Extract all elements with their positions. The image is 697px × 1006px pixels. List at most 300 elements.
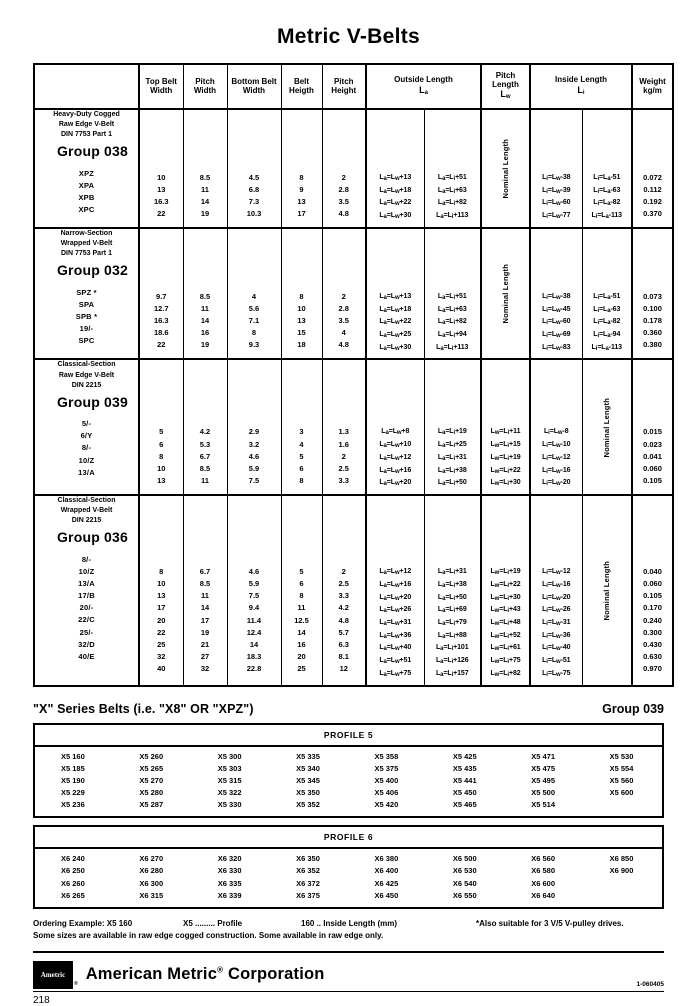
belt-code: 20/- — [79, 603, 94, 613]
formula-cell: Li=Lw-26 — [542, 606, 571, 615]
value-cell: 5.6 — [248, 304, 260, 314]
value-cell: 32 — [200, 664, 210, 674]
value-cell: 5 — [299, 451, 304, 461]
belt-code: 13/A — [78, 467, 95, 477]
group-descriptor-line: Narrow-Section — [60, 229, 113, 237]
value-cell: 6.8 — [248, 185, 260, 195]
belt-code: XPB — [78, 193, 95, 202]
profile-column — [349, 751, 427, 812]
belt-heigth-cell — [281, 109, 322, 228]
nominal-length-label: Nominal Length — [500, 263, 510, 324]
formula-cell: La=Lw+25 — [379, 331, 412, 340]
belt-code: 32/D — [78, 639, 95, 649]
formula-cell: Li=Lw-20 — [542, 479, 571, 488]
value-stack — [228, 291, 281, 356]
header-pitch-height: Pitch Height — [322, 64, 366, 109]
outside-length-a-cell — [366, 228, 424, 360]
profile-column — [505, 853, 583, 902]
value-cell: 8 — [159, 451, 164, 461]
pitch-width-cell — [183, 495, 227, 685]
value-stack — [323, 566, 366, 679]
pitch-width-cell — [183, 109, 227, 228]
value-cell: 12 — [339, 664, 348, 674]
value-cell: 5 — [159, 427, 164, 437]
group-descriptor-line: Wrapped V-Belt — [60, 507, 113, 515]
value-cell: 0.360 — [643, 328, 662, 338]
weight-cell — [632, 109, 673, 228]
formula-cell: La=Lw+10 — [379, 441, 412, 450]
formula-cell: Li=Lw-69 — [542, 331, 571, 340]
belt-size-item: X6 265 — [61, 890, 85, 900]
formula-cell: La=Li+51 — [437, 174, 467, 182]
belt-size-item: X5 450 — [452, 787, 477, 797]
belt-size-item: X5 500 — [531, 787, 556, 797]
value-cell: 21 — [200, 639, 210, 649]
formula-cell: La=Li+38 — [437, 580, 467, 589]
value-cell: 13 — [157, 591, 166, 601]
belt-size-item: X6 425 — [374, 878, 399, 888]
value-stack — [282, 172, 322, 225]
value-cell: 11 — [201, 591, 209, 601]
belt-size-item: X5 236 — [61, 800, 85, 810]
formula-cell: Li=La-51 — [593, 174, 621, 182]
bottom-belt-width-cell — [227, 359, 281, 495]
belt-size-item: X6 260 — [61, 878, 85, 888]
formula-cell: Li=La-63 — [593, 186, 621, 195]
belt-heigth-cell — [281, 359, 322, 495]
belt-code: 6/Y — [80, 431, 93, 441]
belt-size-item: X5 406 — [374, 787, 399, 797]
pitch-length-cell — [481, 495, 530, 685]
profile-column — [113, 751, 191, 812]
value-cell: 6 — [299, 579, 304, 589]
value-cell: 2.5 — [338, 463, 349, 473]
formula-cell: La=Lw+22 — [379, 318, 412, 327]
value-cell: 1.3 — [338, 427, 349, 437]
value-cell: 8 — [299, 291, 304, 301]
formula-stack — [531, 172, 582, 227]
value-cell: 0.630 — [643, 652, 662, 662]
value-cell: 0.015 — [643, 427, 662, 437]
belt-code: 8/- — [81, 443, 92, 453]
formula-cell: La=Li+50 — [437, 593, 467, 602]
belt-size-item: X5 322 — [217, 787, 242, 797]
belt-size-item: X6 250 — [61, 866, 85, 876]
nominal-length-vertical — [583, 398, 632, 457]
formula-stack — [425, 291, 481, 359]
formula-cell: Lw=Li+22 — [490, 580, 521, 589]
belt-size-item: X5 420 — [374, 800, 399, 810]
value-cell: 16.3 — [153, 197, 169, 207]
belt-size-item: X6 350 — [296, 854, 320, 864]
nominal-length-vertical — [482, 264, 529, 323]
value-cell: 8.5 — [199, 173, 211, 182]
formula-cell: Li=La-113 — [591, 343, 622, 352]
formula-stack — [583, 172, 632, 227]
formula-cell: La=Lw+13 — [379, 292, 412, 301]
value-cell: 8 — [251, 328, 257, 338]
profile-column — [427, 853, 505, 902]
formula-cell: Li=Lw-39 — [542, 186, 571, 195]
belt-size-item: X6 335 — [217, 878, 242, 888]
value-cell: 2.5 — [338, 579, 349, 589]
formula-cell: La=Lw+8 — [381, 428, 410, 437]
formula-cell: Lw=Li+52 — [490, 631, 521, 640]
formula-stack — [583, 291, 632, 359]
belt-size-item: X5 358 — [374, 751, 399, 761]
belt-size-item: X6 900 — [609, 866, 634, 876]
belt-size-item: X6 315 — [139, 890, 164, 900]
profile-grid — [35, 747, 662, 817]
belt-size-item: X5 260 — [139, 751, 164, 761]
top-belt-width-cell — [139, 359, 183, 495]
value-stack — [323, 172, 366, 225]
footer-notes — [33, 918, 664, 942]
value-cell: 6.7 — [199, 567, 211, 577]
profile-tables — [0, 723, 697, 909]
formula-cell: Lw=Li+61 — [490, 644, 521, 653]
table-row — [34, 359, 673, 495]
formula-stack — [367, 426, 424, 494]
header-pitch-length-subscript: w — [505, 94, 511, 101]
outside-length-a-cell — [366, 359, 424, 495]
company-name — [78, 965, 325, 984]
belt-heigth-cell — [281, 228, 322, 360]
formula-cell: Li=Lw-83 — [542, 343, 571, 352]
belt-code: 5/- — [81, 419, 92, 429]
value-cell: 10.3 — [246, 209, 262, 219]
belt-size-item: X6 640 — [531, 890, 556, 900]
formula-cell: Li=La-113 — [591, 212, 622, 221]
formula-cell: Lw=Li+30 — [490, 593, 521, 602]
formula-cell: Lw=Li+11 — [490, 428, 521, 437]
value-cell: 0.105 — [643, 476, 662, 486]
profile-column — [505, 751, 583, 812]
value-cell: 4.5 — [248, 173, 260, 182]
formula-cell: La=Lw+12 — [379, 453, 412, 462]
value-cell: 6.3 — [338, 639, 349, 649]
value-cell: 19 — [200, 340, 210, 350]
value-cell: 17 — [200, 615, 210, 625]
belt-size-item: X5 340 — [296, 763, 320, 773]
formula-cell: La=Lw+26 — [379, 606, 412, 615]
profile-column — [270, 853, 348, 902]
value-cell: 4.6 — [248, 567, 260, 577]
header-pitch-length-symbol: L — [500, 89, 506, 100]
value-stack — [184, 291, 227, 356]
belt-code: 10/Z — [78, 566, 95, 576]
belt-code: XPZ — [78, 168, 95, 178]
profile-column — [192, 853, 270, 902]
value-cell: 18.3 — [246, 652, 262, 662]
belt-size-item: X5 441 — [452, 775, 477, 785]
formula-cell: Lw=Li+75 — [490, 657, 521, 666]
value-cell: 4 — [251, 291, 257, 301]
belt-heigth-cell — [281, 495, 322, 685]
value-stack — [184, 172, 227, 225]
profile-column — [270, 751, 348, 812]
value-cell: 4.2 — [338, 603, 349, 613]
formula-cell: La=Li+79 — [437, 618, 467, 627]
nominal-length-vertical — [583, 561, 632, 620]
weight-cell — [632, 495, 673, 685]
value-cell: 10 — [157, 579, 166, 589]
value-cell: 3.5 — [338, 316, 349, 326]
formula-cell: Lw=Li+15 — [490, 441, 521, 450]
value-cell: 14 — [249, 639, 259, 649]
value-cell: 0.072 — [643, 173, 662, 182]
formula-stack — [531, 566, 582, 684]
company-registered-icon: ® — [217, 965, 224, 975]
belt-size-item: X6 530 — [452, 866, 477, 876]
formula-cell: La=Lw+40 — [379, 644, 412, 653]
belt-code: SPB * — [75, 311, 98, 321]
formula-cell: Li=Lw-16 — [542, 466, 571, 475]
belt-size-item: X5 465 — [452, 800, 477, 810]
company-name-tail: Corporation — [223, 965, 325, 984]
outside-length-a-cell — [366, 109, 424, 228]
bottom-belt-width-cell — [227, 109, 281, 228]
value-stack — [228, 172, 281, 225]
group-descriptor-line: Raw Edge V-Belt — [58, 371, 115, 379]
belt-size-item: X5 190 — [61, 775, 85, 785]
belt-size-item: X6 550 — [452, 890, 477, 900]
belt-code: SPA — [78, 299, 95, 309]
value-cell: 0.041 — [643, 451, 662, 461]
belt-size-item: X5 554 — [609, 763, 634, 773]
formula-cell: Li=Lw-16 — [542, 580, 571, 589]
formula-cell: La=Lw+75 — [379, 669, 412, 678]
group-descriptor-line: DIN 7753 Part 1 — [61, 250, 112, 258]
nominal-length-label: Nominal Length — [602, 397, 612, 457]
profile-column — [584, 751, 662, 812]
value-cell: 8 — [299, 476, 304, 486]
value-stack — [633, 291, 672, 356]
group-descriptor-line: Heavy-Duty Cogged — [53, 111, 120, 118]
profile-title: PROFILE 5 — [35, 725, 662, 747]
value-cell: 3.5 — [338, 197, 349, 207]
belt-code-list — [35, 418, 138, 479]
inside-length-b-cell — [582, 495, 632, 685]
inside-length-a-cell — [530, 495, 582, 685]
inside-length-b-cell — [582, 228, 632, 360]
belt-size-item: X6 380 — [374, 854, 399, 864]
metric-v-belts-table — [33, 63, 674, 687]
value-cell: 0.240 — [643, 615, 662, 625]
value-cell: 3.3 — [338, 591, 349, 601]
formula-cell: La=Lw+22 — [379, 199, 412, 208]
outside-length-a-cell — [366, 495, 424, 685]
value-cell: 9.3 — [248, 340, 260, 350]
table-row — [34, 228, 673, 360]
value-cell: 2 — [341, 173, 346, 182]
value-cell: 5.7 — [338, 627, 349, 637]
value-cell: 22 — [157, 340, 166, 350]
formula-cell: Lw=Li+19 — [490, 568, 521, 577]
formula-cell: Lw=Li+48 — [490, 618, 521, 627]
value-stack — [228, 426, 281, 491]
value-cell: 8 — [299, 591, 304, 601]
group-name: Group 039 — [56, 393, 129, 410]
belt-size-item: X6 240 — [61, 854, 85, 864]
formula-cell: La=Li+31 — [437, 568, 467, 577]
value-cell: 3.2 — [248, 439, 260, 449]
belt-size-item: X5 303 — [217, 763, 242, 773]
value-cell: 5.3 — [199, 439, 211, 449]
formula-cell: La=Li+113 — [436, 212, 469, 221]
outside-length-b-cell — [424, 228, 481, 360]
belt-size-item: X6 320 — [217, 854, 242, 864]
belt-size-item: X6 339 — [217, 890, 242, 900]
profile-column — [113, 853, 191, 902]
formula-cell: La=Lw+51 — [379, 657, 412, 666]
outside-length-b-cell — [424, 495, 481, 685]
belt-code-list — [35, 287, 138, 348]
header-inside-length — [530, 64, 632, 109]
profile-column — [584, 853, 662, 902]
formula-cell: La=Lw+16 — [379, 580, 412, 589]
value-stack — [282, 566, 322, 679]
group-name: Group 036 — [56, 529, 129, 546]
formula-stack — [367, 172, 424, 227]
belt-size-item: X6 560 — [531, 854, 556, 864]
formula-cell: La=Lw+20 — [379, 479, 412, 488]
value-cell: 14 — [297, 627, 306, 637]
value-cell: 13 — [157, 476, 166, 486]
belt-code: 19/- — [79, 324, 94, 334]
bottom-belt-width-cell — [227, 228, 281, 360]
belt-code: XPC — [78, 205, 95, 215]
formula-cell: La=Li+63 — [437, 305, 467, 314]
formula-cell: La=Li+38 — [437, 466, 467, 475]
formula-stack — [482, 426, 529, 494]
value-cell: 7.5 — [248, 591, 260, 601]
belt-code: 22/C — [78, 615, 95, 625]
weight-cell — [632, 359, 673, 495]
belt-size-item: X6 270 — [139, 854, 164, 864]
pitch-height-cell — [322, 109, 366, 228]
header-pitch-length-text: Pitch Length — [492, 70, 519, 89]
belt-code: 13/A — [78, 579, 95, 589]
value-cell: 12.7 — [153, 304, 169, 314]
outside-length-b-cell — [424, 109, 481, 228]
company-name-main: American Metric — [85, 965, 218, 984]
asterisk-note: *Also suitable for 3 V/5 V-pulley drives. — [476, 918, 624, 928]
value-cell: 8.1 — [338, 652, 349, 662]
belt-size-item: X6 500 — [452, 854, 477, 864]
header-weight: Weight kg/m — [632, 64, 673, 109]
value-cell: 16.3 — [153, 316, 169, 326]
value-cell: 14 — [200, 316, 210, 326]
formula-cell: Li=La-63 — [593, 305, 621, 314]
belt-size-item: X5 160 — [61, 751, 85, 761]
belt-size-item: X6 600 — [531, 878, 556, 888]
header-top-belt-width: Top Belt Width — [139, 64, 183, 109]
value-cell: 0.300 — [643, 627, 662, 637]
value-stack — [140, 566, 183, 679]
value-cell: 5.9 — [248, 463, 260, 473]
formula-stack — [482, 566, 529, 684]
formula-stack — [367, 566, 424, 684]
pitch-width-cell — [183, 359, 227, 495]
formula-stack — [425, 426, 481, 494]
pitch-width-cell — [183, 228, 227, 360]
value-cell: 14 — [200, 197, 210, 207]
belt-size-item: X6 300 — [139, 878, 164, 888]
value-cell: 2.8 — [338, 304, 349, 314]
value-cell: 32 — [157, 652, 166, 662]
belt-size-item: X5 335 — [296, 751, 320, 761]
belt-size-item: X6 280 — [139, 866, 164, 876]
top-belt-width-cell — [139, 228, 183, 360]
ametric-logo-text: Ametric — [40, 970, 66, 979]
value-cell: 8.5 — [199, 463, 211, 473]
value-stack — [140, 426, 183, 491]
nominal-length-vertical — [482, 139, 529, 198]
value-cell: 13 — [297, 316, 306, 326]
formula-stack — [425, 566, 481, 684]
value-cell: 4 — [341, 328, 346, 338]
belt-size-item: X5 495 — [531, 775, 556, 785]
formula-stack — [531, 291, 582, 359]
value-stack — [282, 291, 322, 356]
top-belt-width-cell — [139, 109, 183, 228]
formula-cell: La=Li+126 — [435, 657, 469, 666]
value-cell: 10 — [297, 304, 306, 314]
bottom-belt-width-cell — [227, 495, 281, 685]
page-number: 218 — [33, 994, 50, 1006]
value-cell: 0.178 — [643, 316, 662, 326]
inside-length-a-cell — [530, 359, 582, 495]
value-cell: 2 — [341, 567, 346, 577]
group-name: Group 038 — [56, 143, 129, 160]
table-header-row — [34, 64, 673, 109]
formula-cell: La=Lw+18 — [379, 305, 412, 314]
value-cell: 25 — [157, 639, 166, 649]
value-stack — [184, 426, 227, 491]
belt-size-item: X6 400 — [374, 866, 399, 876]
formula-cell: Li=La-51 — [593, 292, 621, 301]
value-cell: 5 — [299, 567, 304, 577]
formula-cell: Li=Lw-51 — [542, 657, 571, 666]
formula-cell: Li=Lw-20 — [542, 593, 571, 602]
formula-cell: La=Li+51 — [437, 292, 467, 301]
profile-column — [349, 853, 427, 902]
belt-size-item: X6 850 — [609, 854, 634, 864]
formula-cell: Lw=Li+22 — [490, 466, 521, 475]
profile-table — [33, 825, 664, 909]
belt-size-item: X6 330 — [217, 866, 242, 876]
value-cell: 22 — [157, 627, 166, 637]
value-cell: 0.430 — [643, 639, 662, 649]
table-row — [34, 109, 673, 228]
formula-cell: Li=La-82 — [593, 199, 621, 208]
value-cell: 1.6 — [338, 439, 349, 449]
belt-code: SPZ * — [76, 287, 97, 297]
formula-cell: La=Li+82 — [437, 199, 467, 208]
formula-cell: La=Li+113 — [436, 343, 469, 352]
value-cell: 6 — [299, 463, 304, 473]
formula-cell: Li=Lw-12 — [542, 568, 571, 577]
value-cell: 17 — [157, 603, 166, 613]
value-cell: 25 — [297, 664, 306, 674]
header-bottom-belt-width: Bottom Belt Width — [227, 64, 281, 109]
belt-size-item: X5 287 — [139, 800, 164, 810]
belt-size-item: X5 400 — [374, 775, 399, 785]
belt-size-item: X5 435 — [452, 763, 477, 773]
profile-column — [427, 751, 505, 812]
value-cell: 40 — [157, 664, 166, 674]
